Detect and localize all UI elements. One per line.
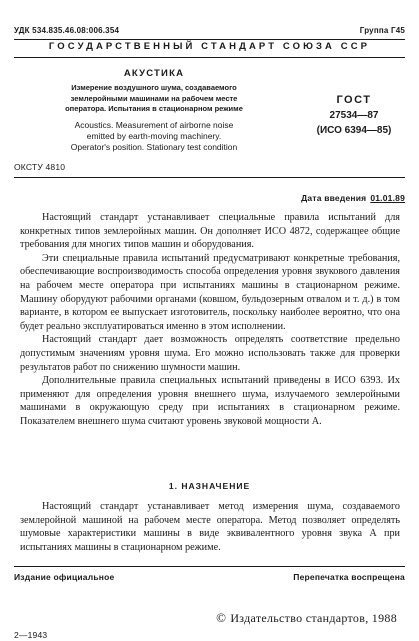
footer-rule [14, 566, 405, 567]
title-en-line: Operator's position. Stationary test condition [70, 141, 238, 152]
udc-code: УДК 534.835.46.08:006.354 [14, 26, 120, 35]
title-en-line: Acoustics. Measurement of airborne noise [74, 119, 234, 130]
gost-number: 27534—87 [329, 110, 379, 121]
title-block [20, 68, 288, 153]
body-paragraph: Настоящий стандарт дает возможность определять соответствие предельно допустимым значениям уровня шума. Его можно использовать также для проверки результатов работ по снижению шумности машин. [20, 334, 400, 373]
title-ru-line: оператора. Испытания в стационарном режиме [65, 104, 243, 113]
title-en-line: emitted by earth-moving machinery. [86, 130, 222, 141]
header-rule-top [14, 39, 405, 40]
title-russian [20, 83, 288, 115]
copyright-line [216, 610, 397, 626]
section-heading: 1. НАЗНАЧЕНИЕ [168, 481, 251, 491]
title-main: АКУСТИКА [123, 68, 185, 79]
okstu-code: ОКСТУ 4810 [14, 162, 66, 172]
title-english [20, 120, 288, 153]
copyright-text: Издательство стандартов, 1988 [230, 611, 397, 625]
gost-iso-reference: (ИСО 6394—85) [316, 125, 392, 136]
edition-note: Издание официальное [14, 572, 115, 582]
gost-label: ГОСТ [336, 94, 372, 106]
okstu-rule [14, 177, 405, 178]
section-text [20, 500, 400, 554]
section-paragraph: Настоящий стандарт устанавливает метод измерения шума, создаваемого землеройной машиной на рабочем месте оператора. Метод позволяет определять шумовые характеристики машины в виде эквивалентного уровня звука А при испытаниях машины в стационарном режиме. [20, 501, 400, 553]
group-code: Группа Г45 [359, 26, 405, 35]
date-intro-label: Дата введения [301, 193, 367, 203]
page-code: 2—1943 [14, 630, 48, 640]
title-ru-line: землеройными машинами на рабочем месте [70, 93, 238, 103]
gost-designation [298, 94, 410, 136]
date-intro-value: 01.01.89 [370, 193, 405, 203]
header-rule-bottom [14, 57, 405, 58]
title-ru-line: Измерение воздушного шума, создаваемого [71, 83, 237, 92]
body-text [20, 211, 400, 429]
date-of-introduction [301, 193, 405, 203]
body-paragraph: Эти специальные правила испытаний предусматривают конкретные требования, обеспечивающие воспроизводимость способа определения уровня звукового давления на рабочем месте оператора при испытаниях машины в стационарном режиме. Машину оборудуют рабочими органами (ковшом, бульдозерным отвалом и т. д.) в том варианте, в котором ее выпускает изготовитель, поскольку наиболее вероятно, что она будет реально эксплуатироваться именно в этом исполнении. [20, 252, 400, 332]
body-paragraph: Настоящий стандарт устанавливает специальные правила испытаний для конкретных типов землеройных машин. Он дополняет ИСО 4872, содержащее общие требования для многих типов машин и оборудования. [20, 212, 400, 251]
copyright-icon: © [216, 610, 227, 625]
standard-banner: ГОСУДАРСТВЕННЫЙ СТАНДАРТ СОЮЗА ССР [48, 41, 371, 52]
body-paragraph: Дополнительные правила специальных испытаний приведены в ИСО 6393. Их применяют для определения уровня внешнего шума, излучаемого землеройными машинами в окружающую среду при испытаниях в стационарном режиме. Показателем внешнего шума считают уровень звуковой мощности А. [20, 375, 400, 427]
reprint-note: Перепечатка воспрещена [293, 572, 405, 582]
